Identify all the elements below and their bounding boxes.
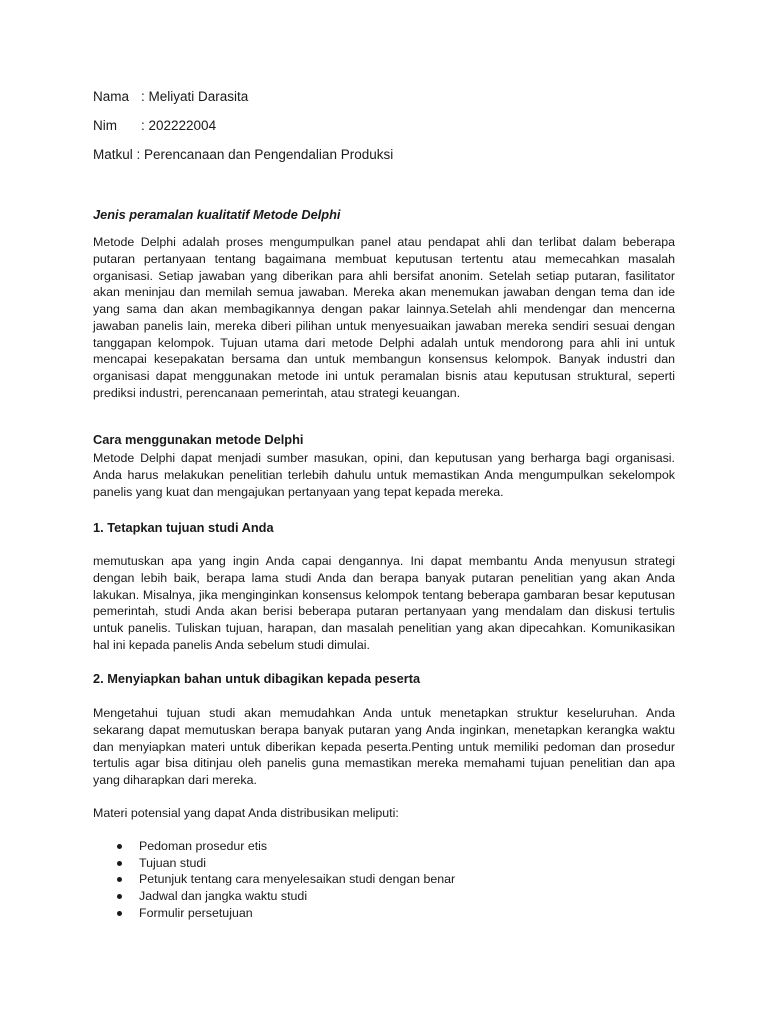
bullet-icon [117,911,122,916]
step2-title: 2. Menyiapkan bahan untuk dibagikan kepada peserta [93,671,421,686]
name-label: Nama [93,89,130,104]
list-item-text: Tujuan studi [139,855,207,870]
step1-paragraph: memutuskan apa yang ingin Anda capai dengannya. Ini dapat membantu Anda menyusun strategi dengan lebih baik, berapa lama studi Anda dan berapa banyak putaran penelitian yang akan Anda lakukan. Misalnya, jika menginginkan konsensus kelompok tentang beberapa gambaran besar keputusan pemerintah, studi Anda akan berisi beberapa putaran pertanyaan yang mendalam dan diskusi tertulis untuk panelis. Tuliskan tujuan, harapan, dan masalah penelitian yang akan dipecahkan. Komunikasikan hal ini kepada panelis Anda sebelum studi dimulai. [93,554,675,652]
step2-paragraph: Mengetahui tujuan studi akan memudahkan Anda untuk menetapkan struktur keseluruhan. Anda sekarang dapat memutuskan berapa banyak putaran yang Anda inginkan, menetapkan kerangka waktu dan menyiapkan materi untuk diberikan kepada peserta.Penting untuk memiliki pedoman dan prosedur tertulis agar bisa ditinjau oleh panelis guna memastikan mereka memahami tujuan penelitian dan apa yang diharapkan dari mereka. [93,706,675,787]
list-item [93,838,455,855]
nim-value: : 202222004 [141,118,217,133]
list-item [93,888,455,905]
materials-intro: Materi potensial yang dapat Anda distribusikan meliputi: [93,806,399,820]
list-item [93,905,455,922]
list-item-text: Petunjuk tentang cara menyelesaikan studi dengan benar [139,872,456,887]
nim-label: Nim [93,118,117,133]
step1-title: 1. Tetapkan tujuan studi Anda [93,520,274,535]
matkul-line [93,146,393,164]
name-line [93,88,248,106]
name-value: : Meliyati Darasita [141,89,249,104]
list-item-text: Formulir persetujuan [139,905,253,920]
how-to-paragraph: Metode Delphi dapat menjadi sumber masukan, opini, dan keputusan yang berharga bagi organisasi. Anda harus melakukan penelitian terlebih dahulu untuk memastikan Anda mengumpulkan sekelompok panelis yang kuat dan mengajukan pertanyaan yang tepat kepada mereka. [93,451,675,499]
list-item [93,871,455,888]
matkul-label: Matkul [93,147,133,162]
bullet-icon [117,894,122,899]
delphi-paragraph: Metode Delphi adalah proses mengumpulkan panel atau pendapat ahli dan terlibat dalam beberapa putaran pertanyaan tentang bagaimana membuat keputusan tertentu atau memecahkan masalah organisasi. Setiap jawaban yang diberikan para ahli bersifat anonim. Setelah setiap putaran, fasilitator akan meninjau dan memilah semua jawaban. Mereka akan menemukan jawaban dengan tema dan ide yang sama dan akan membagikannya dengan pakar lainnya.Setelah ahli mendengar dan mencerna jawaban panelis lain, mereka diberi pilihan untuk menyesuaikan jawaban mereka sendiri sesuai dengan tanggapan kelompok. Tujuan utama dari metode Delphi adalah untuk mendorong para ahli ini untuk mencapai kesepakatan bersama dan untuk membangun konsensus kelompok. Banyak industri dan organisasi dapat menggunakan metode ini untuk peramalan bisnis atau keputusan struktural, seperti prediksi industri, perencanaan pemerintah, atau strategi keuangan. [93,235,675,400]
section-title-delphi: Jenis peramalan kualitatif Metode Delphi [93,207,341,222]
list-item-text: Jadwal dan jangka waktu studi [139,889,308,904]
section-title-how-to: Cara menggunakan metode Delphi [93,432,304,447]
materials-list [93,838,455,922]
list-item [93,855,455,872]
list-item-text: Pedoman prosedur etis [139,839,268,853]
bullet-icon [117,877,122,882]
nim-line [93,117,216,135]
bullet-icon [117,844,122,849]
matkul-value: : Perencanaan dan Pengendalian Produksi [136,147,394,162]
bullet-icon [117,861,122,866]
